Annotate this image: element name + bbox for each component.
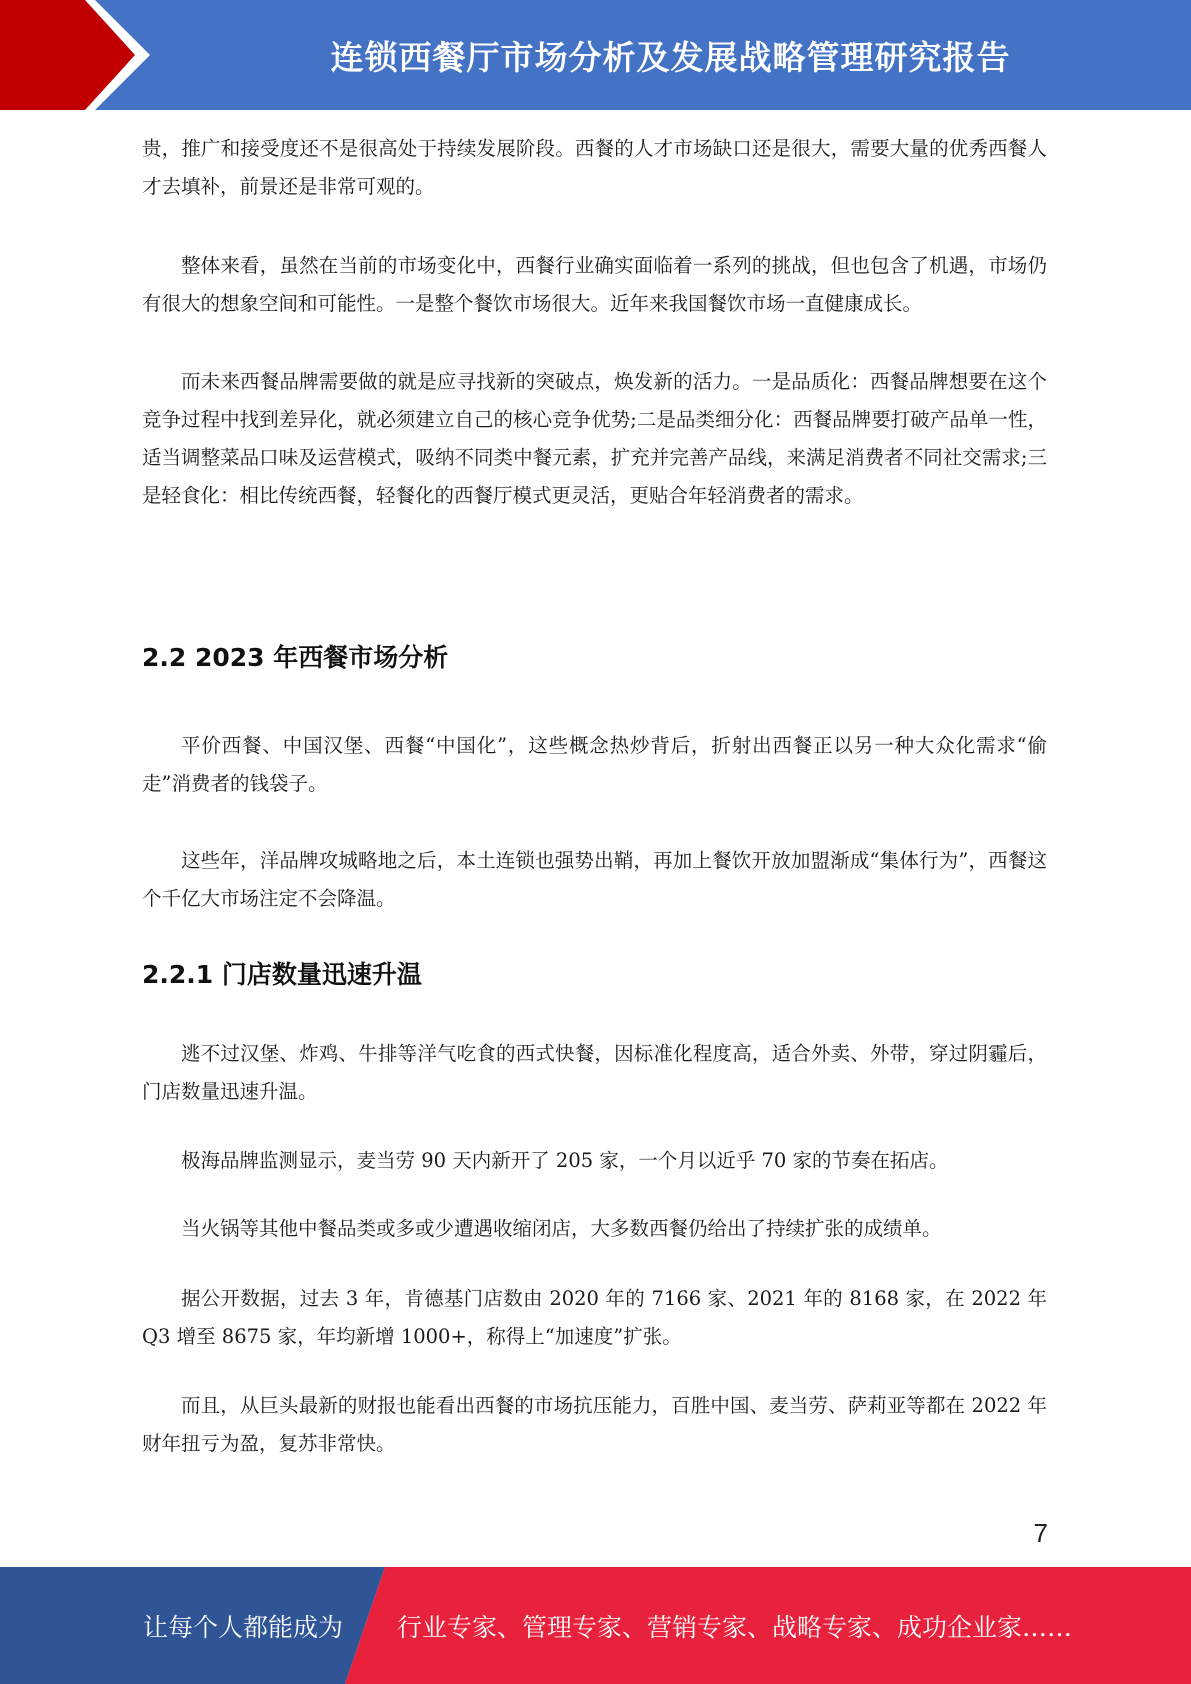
- header-arrow-decoration: [0, 0, 160, 110]
- footer-slogan-left: 让每个人都能成为: [143, 1612, 344, 1642]
- paragraph: 而且，从巨头最新的财报也能看出西餐的市场抗压能力，百胜中国、麦当劳、萨莉亚等都在 2022 年财年扭亏为盈，复苏非常快。: [142, 1394, 1047, 1455]
- footer-slogan-right: 行业专家、管理专家、营销专家、战略专家、成功企业家……: [397, 1612, 1073, 1642]
- page-number: 7: [1033, 1518, 1048, 1548]
- section-heading: 2.2 2023 年西餐市场分析: [142, 643, 449, 672]
- paragraph: 平价西餐、中国汉堡、西餐“中国化”，这些概念热炒背后，折射出西餐正以另一种大众化需求“偷走”消费者的钱袋子。: [142, 734, 1047, 795]
- subsection-heading: 2.2.1 门店数量迅速升温: [142, 960, 422, 989]
- paragraph: 贵，推广和接受度还不是很高处于持续发展阶段。西餐的人才市场缺口还是很大，需要大量的优秀西餐人才去填补，前景还是非常可观的。: [142, 137, 1047, 198]
- report-title: 连锁西餐厅市场分析及发展战略管理研究报告: [330, 37, 1011, 77]
- paragraph: 当火锅等其他中餐品类或多或少遭遇收缩闭店，大多数西餐仍给出了持续扩张的成绩单。: [181, 1217, 942, 1240]
- paragraph: 据公开数据，过去 3 年，肯德基门店数由 2020 年的 7166 家、2021 年的 8168 家，在 2022 年 Q3 增至 8675 家，年均新增 1000+，称得上“加速度”扩张。: [142, 1287, 1047, 1348]
- paragraph: 这些年，洋品牌攻城略地之后，本土连锁也强势出鞘，再加上餐饮开放加盟渐成“集体行为”，西餐这个千亿大市场注定不会降温。: [142, 849, 1047, 910]
- paragraph: 整体来看，虽然在当前的市场变化中，西餐行业确实面临着一系列的挑战，但也包含了机遇，市场仍有很大的想象空间和可能性。一是整个餐饮市场很大。近年来我国餐饮市场一直健康成长。: [142, 254, 1047, 315]
- paragraph: 而未来西餐品牌需要做的就是应寻找新的突破点，焕发新的活力。一是品质化：西餐品牌想要在这个竞争过程中找到差异化，就必须建立自己的核心竞争优势;二是品类细分化：西餐品牌要打破产品单一性，适当调整菜品口味及运营模式，吸纳不同类中餐元素，扩充并完善产品线，来满足消费者不同社交需求;三是轻食化：相比传统西餐，轻餐化的西餐厅模式更灵活，更贴合年轻消费者的需求。: [142, 370, 1047, 507]
- paragraph: 逃不过汉堡、炸鸡、牛排等洋气吃食的西式快餐，因标准化程度高，适合外卖、外带，穿过阴霾后，门店数量迅速升温。: [142, 1042, 1047, 1103]
- page-footer: [0, 1567, 1191, 1684]
- page-header: [0, 0, 1191, 110]
- paragraph: 极海品牌监测显示，麦当劳 90 天内新开了 205 家，一个月以近乎 70 家的节奏在拓店。: [181, 1149, 949, 1172]
